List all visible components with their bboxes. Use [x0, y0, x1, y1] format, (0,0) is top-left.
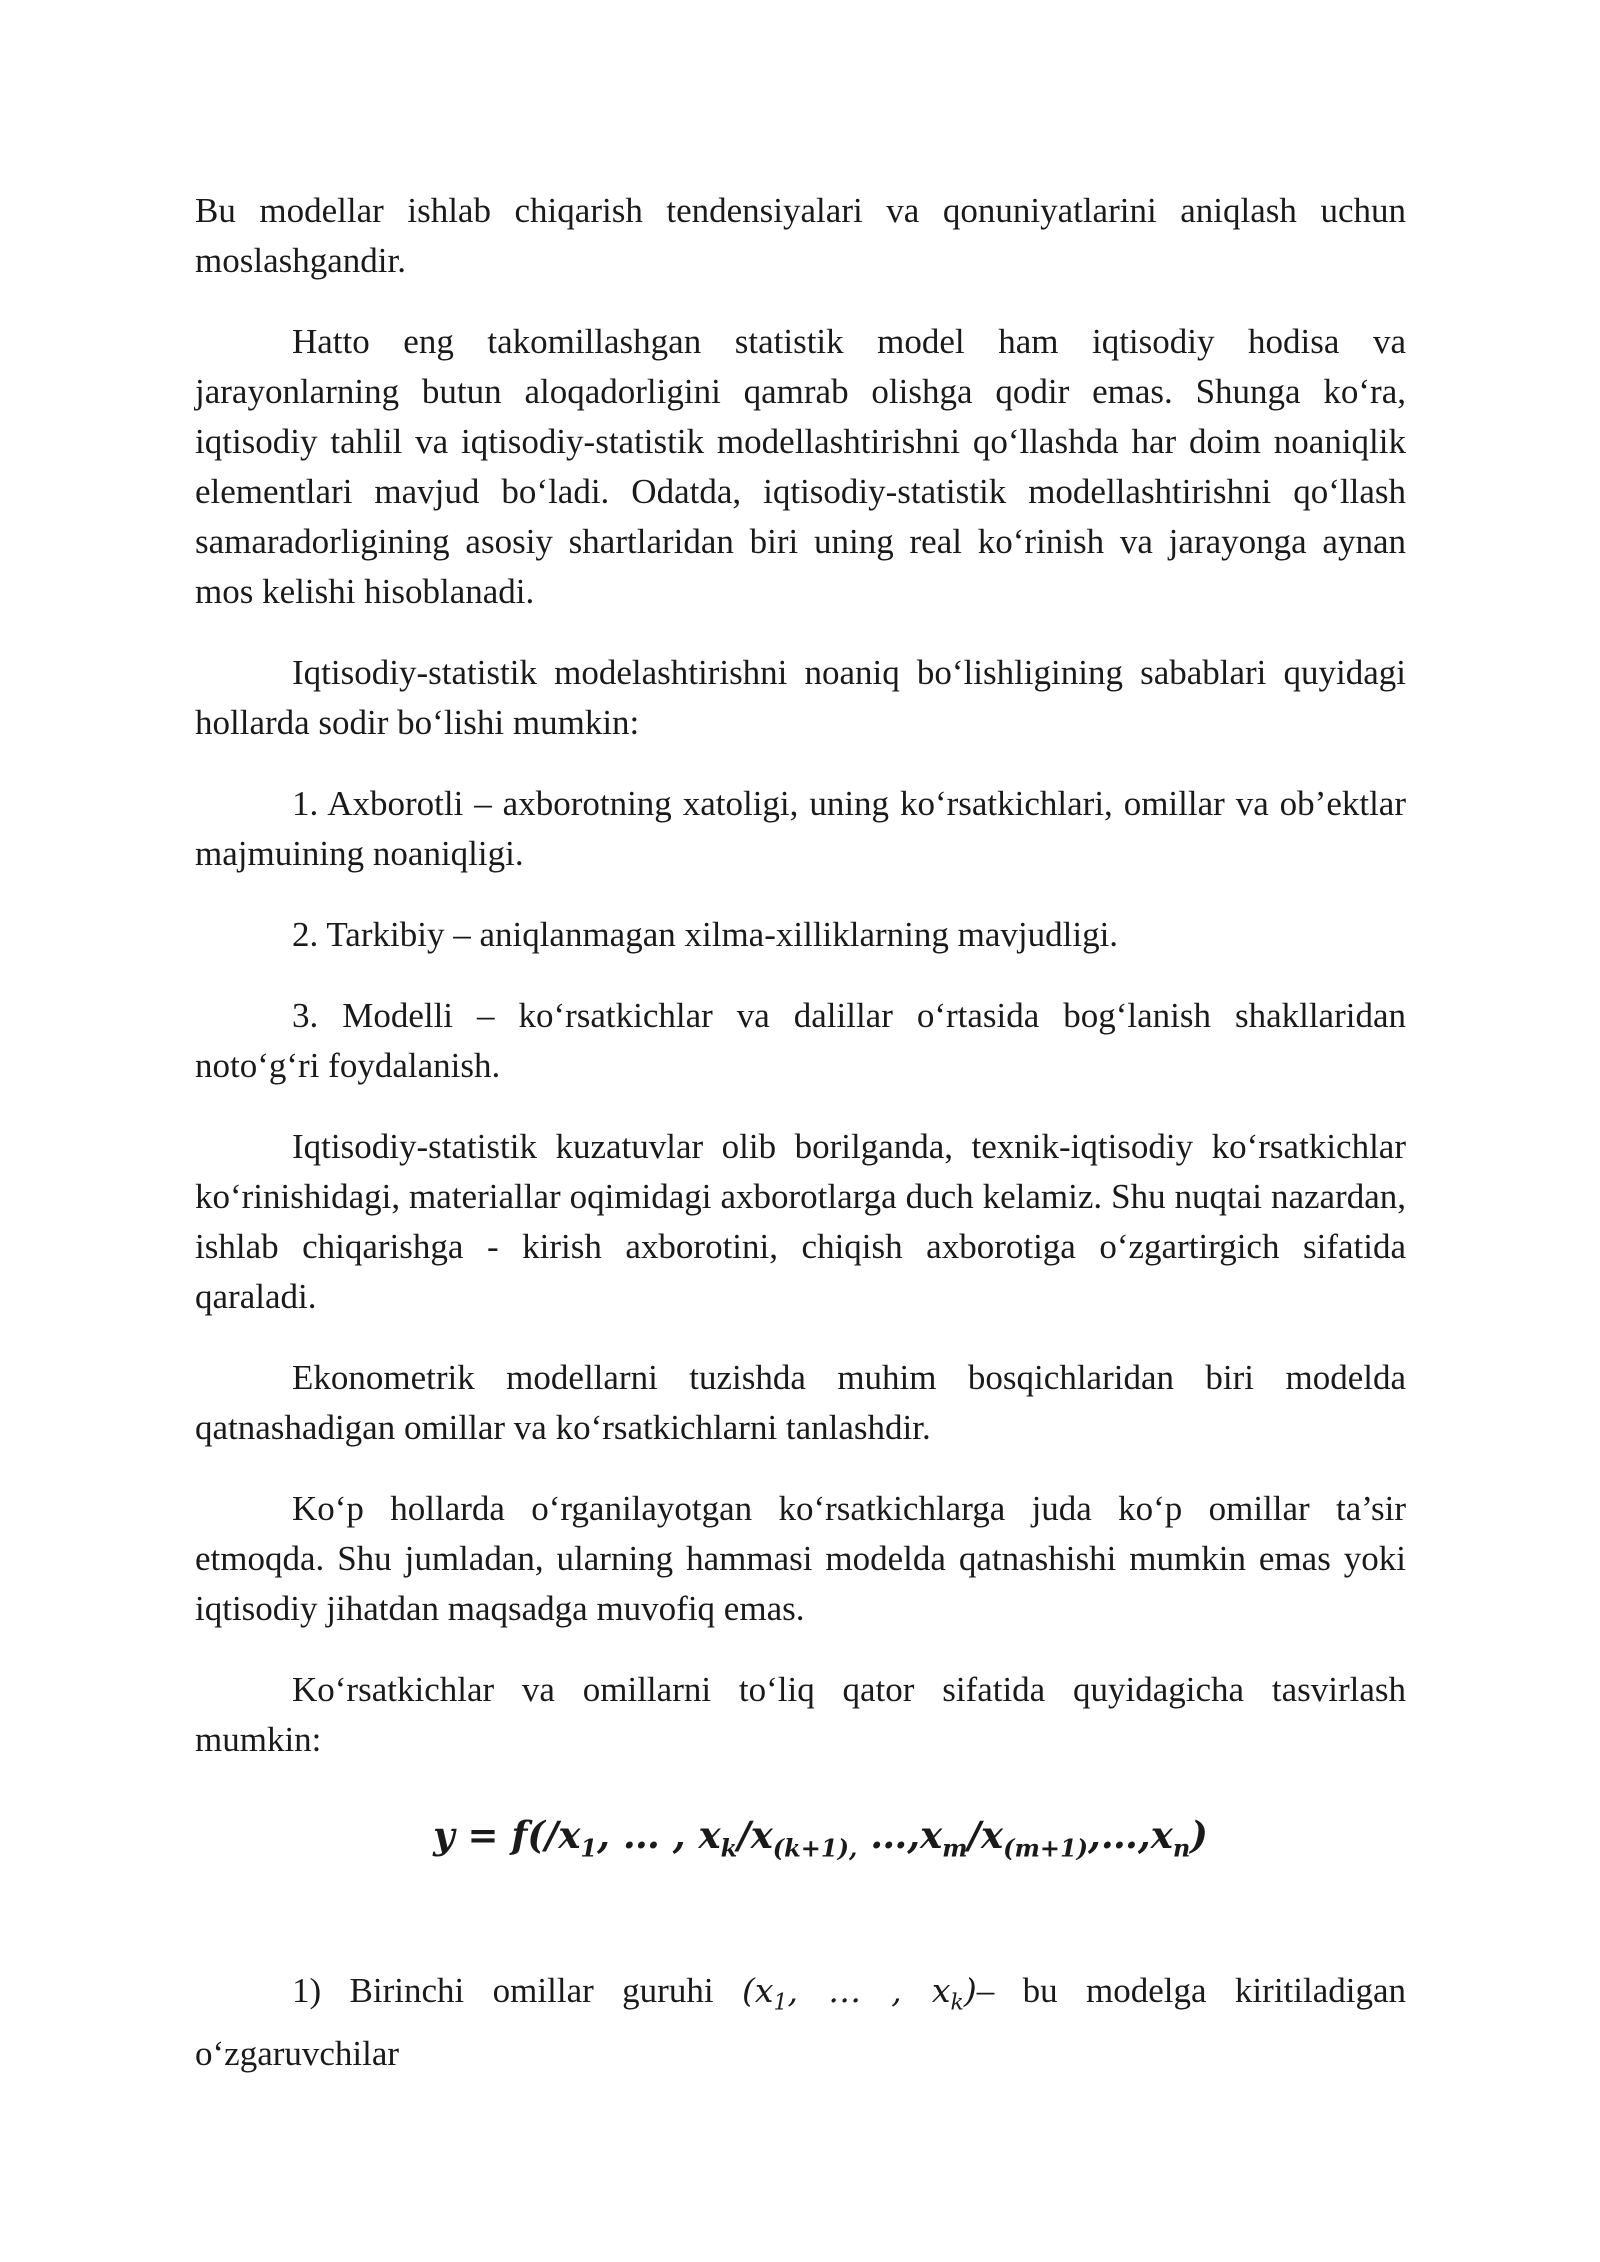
paragraph-3: Iqtisodiy-statistik modelashtirishni noaniq bo‘lishligining sabablari quyidagi hollarda sodir bo‘lishi mumkin:	[195, 653, 1406, 742]
paragraph-2: Hatto eng takomillashgan statistik model ham iqtisodiy hodisa va jarayonlarning butun aloqadorligini qamrab olishga qodir emas. Shunga ko‘ra, iqtisodiy tahlil va iqtisodiy-statistik modellashtirishni qo‘llashda har doim noaniqlik elementlari mavjud bo‘ladi. Odatda, iqtisodiy-statistik modellashtirishni qo‘llash samaradorligining asosiy shartlaridan biri uning real ko‘rinish va jarayonga aynan mos kelishi hisoblanadi.	[195, 322, 1406, 611]
paragraph-5: Ekonometrik modellarni tuzishda muhim bosqichlaridan biri modelda qatnashadigan omillar va ko‘rsatkichlarni tanlashdir.	[195, 1358, 1406, 1447]
paragraph-6: Ko‘p hollarda o‘rganilayotgan ko‘rsatkichlarga juda ko‘p omillar ta’sir etmoqda. Shu jumladan, ularning hammasi modelda qatnashishi mumkin emas yoki iqtisodiy jihatdan maqsadga muvofiq emas.	[195, 1489, 1406, 1628]
document-page	[195, 186, 1406, 2079]
list-item-3: 3. Modelli – ko‘rsatkichlar va dalillar o‘rtasida bog‘lanish shakllaridan noto‘g‘ri foydalanish.	[195, 996, 1406, 1085]
inline-formula: ($x_1$, … , $x_k$)	[741, 1971, 977, 2016]
list-item-1: 1. Axborotli – axborotning xatoligi, uning ko‘rsatkichlari, omillar va ob’ektlar majmuining noaniqligi.	[195, 784, 1406, 873]
paragraph-4: Iqtisodiy-statistik kuzatuvlar olib borilganda, texnik-iqtisodiy ko‘rsatkichlar ko‘rinishidagi, materiallar oqimidagi axborotlarga duch kelamiz. Shu nuqtai nazardan, ishlab chiqarishga - kirish axborotini, chiqish axborotiga o‘zgartirgich sifatida qaraladi.	[195, 1127, 1406, 1316]
list-item-group-1: 1) Birinchi omillar guruhi ($x_1$, … , $x_k)-$ bu modelga kiritiladigan o‘zgaruvchilar	[195, 1971, 1407, 2073]
formula: $y = f(/x_1$, … , $x_k/x_{(k+1),}$ $\dots,x_m/x_{(m+1)},\dots,x_n$)	[433, 1813, 1208, 1863]
paragraph-7: Ko‘rsatkichlar va omillarni to‘liq qator sifatida quyidagicha tasvirlash mumkin:	[195, 1670, 1406, 1759]
paragraph-1: Bu modellar ishlab chiqarish tendensiyalari va qonuniyatlarini aniqlash uchun moslashgandir.	[195, 191, 1406, 280]
list-item-2: 2. Tarkibiy – aniqlanmagan xilma-xilliklarning mavjudligi.	[292, 915, 1119, 954]
